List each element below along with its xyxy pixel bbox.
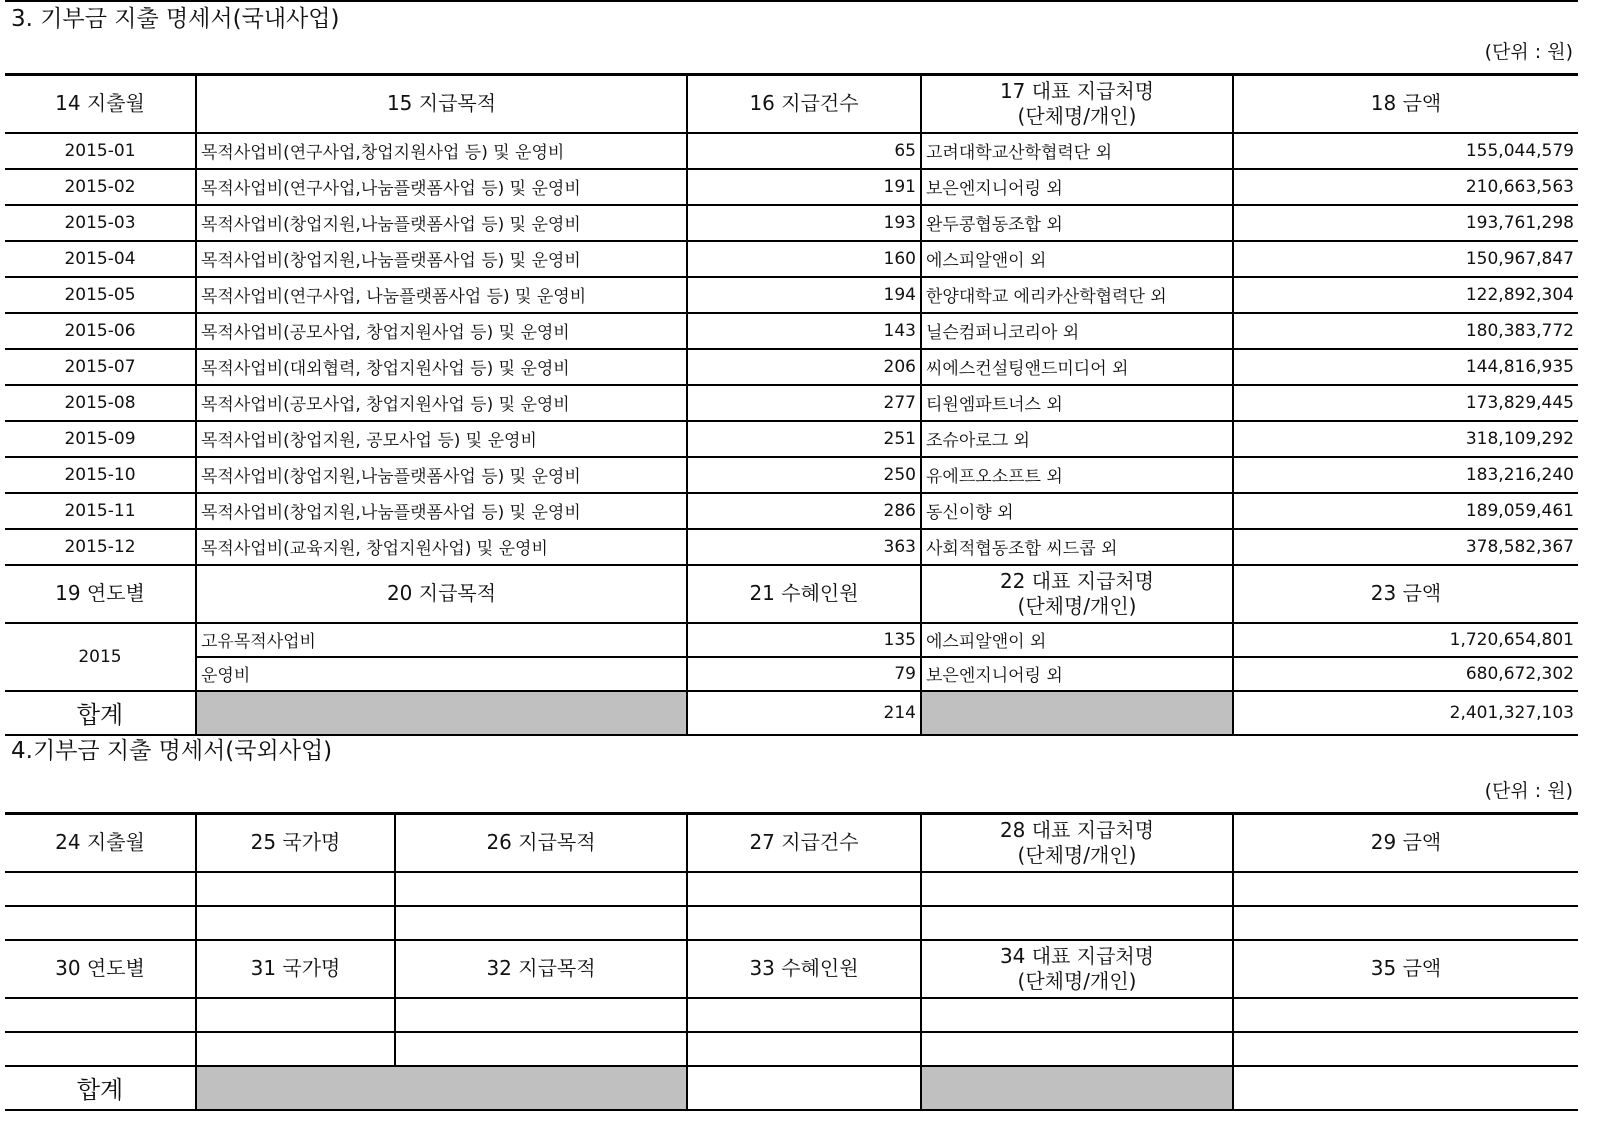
yearly-row — [5, 623, 1578, 657]
cell-count — [687, 872, 921, 906]
cell-month: 2015-05 — [5, 277, 196, 313]
monthly-rows — [5, 872, 1578, 940]
cell-recipients: 79 — [687, 657, 921, 691]
cell-payee: 동신이향 외 — [921, 493, 1233, 529]
cell-purpose: 목적사업비(창업지원,나눔플랫폼사업 등) 및 운영비 — [196, 493, 687, 529]
header-payee — [921, 75, 1233, 133]
cell-count: 277 — [687, 385, 921, 421]
yearly-row — [5, 1032, 1578, 1066]
cell-month: 2015-04 — [5, 241, 196, 277]
foreign-unit-label: (단위 : 원) — [1484, 780, 1573, 802]
header-recipients: 21 수혜인원 — [687, 565, 921, 623]
cell-purpose: 목적사업비(창업지원,나눔플랫폼사업 등) 및 운영비 — [196, 205, 687, 241]
total-row — [5, 1066, 1578, 1110]
cell-payee: 닐슨컴퍼니코리아 외 — [921, 313, 1233, 349]
cell-country — [196, 1032, 395, 1066]
total-recipients — [687, 1066, 921, 1110]
header-year: 19 연도별 — [5, 565, 196, 623]
cell-month: 2015-03 — [5, 205, 196, 241]
cell-country — [196, 872, 395, 906]
header-month: 14 지출월 — [5, 75, 196, 133]
cell-purpose: 목적사업비(교육지원, 창업지원사업) 및 운영비 — [196, 529, 687, 565]
cell-year — [5, 1032, 196, 1066]
cell-payee: 유에프오소프트 외 — [921, 457, 1233, 493]
cell-purpose: 목적사업비(창업지원, 공모사업 등) 및 운영비 — [196, 421, 687, 457]
cell-payee: 에스피알앤이 외 — [921, 623, 1233, 657]
cell-payee: 티원엠파트너스 외 — [921, 385, 1233, 421]
domestic-unit-label: (단위 : 원) — [1484, 41, 1573, 63]
monthly-row — [5, 421, 1578, 457]
cell-amount: 378,582,367 — [1233, 529, 1578, 565]
cell-payee: 씨에스컨설팅앤드미디어 외 — [921, 349, 1233, 385]
cell-count: 191 — [687, 169, 921, 205]
cell-payee: 완두콩협동조합 외 — [921, 205, 1233, 241]
cell-amount: 155,044,579 — [1233, 133, 1578, 169]
cell-purpose: 목적사업비(연구사업, 나눔플랫폼사업 등) 및 운영비 — [196, 277, 687, 313]
cell-count: 160 — [687, 241, 921, 277]
header-count: 27 지급건수 — [687, 814, 921, 872]
cell-count: 363 — [687, 529, 921, 565]
header-payee-line2: (단체명/개인) — [1017, 103, 1137, 128]
cell-month: 2015-10 — [5, 457, 196, 493]
cell-month: 2015-11 — [5, 493, 196, 529]
cell-purpose: 목적사업비(창업지원,나눔플랫폼사업 등) 및 운영비 — [196, 241, 687, 277]
cell-recipients — [687, 998, 921, 1032]
cell-payee — [921, 1032, 1233, 1066]
cell-count: 251 — [687, 421, 921, 457]
monthly-row — [5, 457, 1578, 493]
header-amount: 18 금액 — [1233, 75, 1578, 133]
domestic-section-title: 3. 기부금 지출 명세서(국내사업) — [11, 6, 340, 32]
cell-purpose: 운영비 — [196, 657, 687, 691]
cell-count: 193 — [687, 205, 921, 241]
total-recipients: 214 — [687, 691, 921, 735]
shaded-cell — [921, 691, 1233, 735]
cell-month: 2015-02 — [5, 169, 196, 205]
cell-month: 2015-08 — [5, 385, 196, 421]
cell-amount: 1,720,654,801 — [1233, 623, 1578, 657]
cell-recipients — [687, 1032, 921, 1066]
cell-amount: 189,059,461 — [1233, 493, 1578, 529]
monthly-row — [5, 313, 1578, 349]
cell-country — [196, 998, 395, 1032]
header-amount: 23 금액 — [1233, 565, 1578, 623]
cell-month — [5, 906, 196, 940]
cell-purpose: 목적사업비(연구사업,창업지원사업 등) 및 운영비 — [196, 133, 687, 169]
cell-month — [5, 872, 196, 906]
cell-amount: 180,383,772 — [1233, 313, 1578, 349]
cell-amount — [1233, 872, 1578, 906]
cell-amount: 210,663,563 — [1233, 169, 1578, 205]
header-recipients: 33 수혜인원 — [687, 940, 921, 998]
header-payee-line1: 34 대표 지급처명 — [999, 943, 1155, 968]
yearly-header-row — [5, 940, 1578, 998]
monthly-rows — [5, 133, 1578, 565]
cell-month: 2015-06 — [5, 313, 196, 349]
header-payee-line1: 22 대표 지급처명 — [999, 568, 1155, 593]
cell-recipients: 135 — [687, 623, 921, 657]
cell-amount: 680,672,302 — [1233, 657, 1578, 691]
yearly-rows — [5, 998, 1578, 1066]
cell-payee: 한양대학교 에리카산학협력단 외 — [921, 277, 1233, 313]
cell-amount — [1233, 998, 1578, 1032]
cell-year — [5, 998, 196, 1032]
cell-month: 2015-07 — [5, 349, 196, 385]
cell-payee: 보은엔지니어링 외 — [921, 169, 1233, 205]
cell-amount: 150,967,847 — [1233, 241, 1578, 277]
header-payee — [921, 814, 1233, 872]
cell-purpose — [395, 872, 687, 906]
cell-amount: 318,109,292 — [1233, 421, 1578, 457]
domestic-expenditure-table — [5, 73, 1578, 736]
cell-amount: 144,816,935 — [1233, 349, 1578, 385]
yearly-section — [5, 565, 1578, 735]
cell-purpose: 목적사업비(연구사업,나눔플랫폼사업 등) 및 운영비 — [196, 169, 687, 205]
cell-amount: 183,216,240 — [1233, 457, 1578, 493]
cell-payee: 고려대학교산학협력단 외 — [921, 133, 1233, 169]
cell-count: 65 — [687, 133, 921, 169]
cell-count — [687, 906, 921, 940]
total-amount — [1233, 1066, 1578, 1110]
monthly-row — [5, 529, 1578, 565]
monthly-row — [5, 493, 1578, 529]
cell-purpose — [395, 906, 687, 940]
cell-payee — [921, 998, 1233, 1032]
cell-purpose — [395, 998, 687, 1032]
header-count: 16 지급건수 — [687, 75, 921, 133]
header-payee-line2: (단체명/개인) — [1017, 842, 1137, 867]
monthly-row — [5, 133, 1578, 169]
cell-amount — [1233, 1032, 1578, 1066]
yearly-row — [5, 657, 1578, 691]
header-payee — [921, 565, 1233, 623]
header-purpose: 32 지급목적 — [395, 940, 687, 998]
monthly-header-row — [5, 75, 1578, 133]
cell-country — [196, 906, 395, 940]
total-row — [5, 691, 1578, 735]
header-country: 25 국가명 — [196, 814, 395, 872]
shaded-cell — [196, 691, 687, 735]
cell-payee: 보은엔지니어링 외 — [921, 657, 1233, 691]
cell-amount — [1233, 906, 1578, 940]
cell-purpose: 목적사업비(대외협력, 창업지원사업 등) 및 운영비 — [196, 349, 687, 385]
cell-year: 2015 — [5, 623, 196, 691]
monthly-row — [5, 241, 1578, 277]
header-payee-line2: (단체명/개인) — [1017, 593, 1137, 618]
cell-payee: 사회적협동조합 씨드콥 외 — [921, 529, 1233, 565]
cell-purpose: 목적사업비(창업지원,나눔플랫폼사업 등) 및 운영비 — [196, 457, 687, 493]
total-label: 합계 — [5, 691, 196, 735]
shaded-cell — [196, 1066, 687, 1110]
foreign-section-title: 4.기부금 지출 명세서(국외사업) — [11, 738, 333, 764]
shaded-cell — [921, 1066, 1233, 1110]
header-purpose: 20 지급목적 — [196, 565, 687, 623]
total-section — [5, 1066, 1578, 1110]
yearly-header-section — [5, 940, 1578, 998]
header-country: 31 국가명 — [196, 940, 395, 998]
foreign-expenditure-table — [5, 812, 1578, 1111]
monthly-row — [5, 169, 1578, 205]
header-payee-line1: 28 대표 지급처명 — [999, 817, 1155, 842]
yearly-row — [5, 998, 1578, 1032]
cell-purpose: 고유목적사업비 — [196, 623, 687, 657]
cell-amount: 122,892,304 — [1233, 277, 1578, 313]
cell-payee: 에스피알앤이 외 — [921, 241, 1233, 277]
header-payee-line1: 17 대표 지급처명 — [999, 78, 1155, 103]
cell-month: 2015-01 — [5, 133, 196, 169]
cell-amount: 193,761,298 — [1233, 205, 1578, 241]
monthly-row — [5, 277, 1578, 313]
cell-month: 2015-12 — [5, 529, 196, 565]
cell-count: 286 — [687, 493, 921, 529]
top-rule — [5, 0, 1578, 2]
header-year: 30 연도별 — [5, 940, 196, 998]
header-payee-line2: (단체명/개인) — [1017, 968, 1137, 993]
cell-count: 194 — [687, 277, 921, 313]
header-payee — [921, 940, 1233, 998]
cell-amount: 173,829,445 — [1233, 385, 1578, 421]
yearly-header-row — [5, 565, 1578, 623]
cell-purpose: 목적사업비(공모사업, 창업지원사업 등) 및 운영비 — [196, 385, 687, 421]
cell-count: 250 — [687, 457, 921, 493]
monthly-row — [5, 385, 1578, 421]
cell-payee — [921, 872, 1233, 906]
cell-purpose: 목적사업비(공모사업, 창업지원사업 등) 및 운영비 — [196, 313, 687, 349]
monthly-header-row — [5, 814, 1578, 872]
monthly-row — [5, 349, 1578, 385]
cell-payee: 조슈아로그 외 — [921, 421, 1233, 457]
header-amount: 29 금액 — [1233, 814, 1578, 872]
header-amount: 35 금액 — [1233, 940, 1578, 998]
total-label: 합계 — [5, 1066, 196, 1110]
monthly-row — [5, 906, 1578, 940]
header-month: 24 지출월 — [5, 814, 196, 872]
header-purpose: 26 지급목적 — [395, 814, 687, 872]
monthly-row — [5, 205, 1578, 241]
monthly-row — [5, 872, 1578, 906]
cell-payee — [921, 906, 1233, 940]
cell-count: 143 — [687, 313, 921, 349]
cell-month: 2015-09 — [5, 421, 196, 457]
header-purpose: 15 지급목적 — [196, 75, 687, 133]
cell-purpose — [395, 1032, 687, 1066]
cell-count: 206 — [687, 349, 921, 385]
total-amount: 2,401,327,103 — [1233, 691, 1578, 735]
